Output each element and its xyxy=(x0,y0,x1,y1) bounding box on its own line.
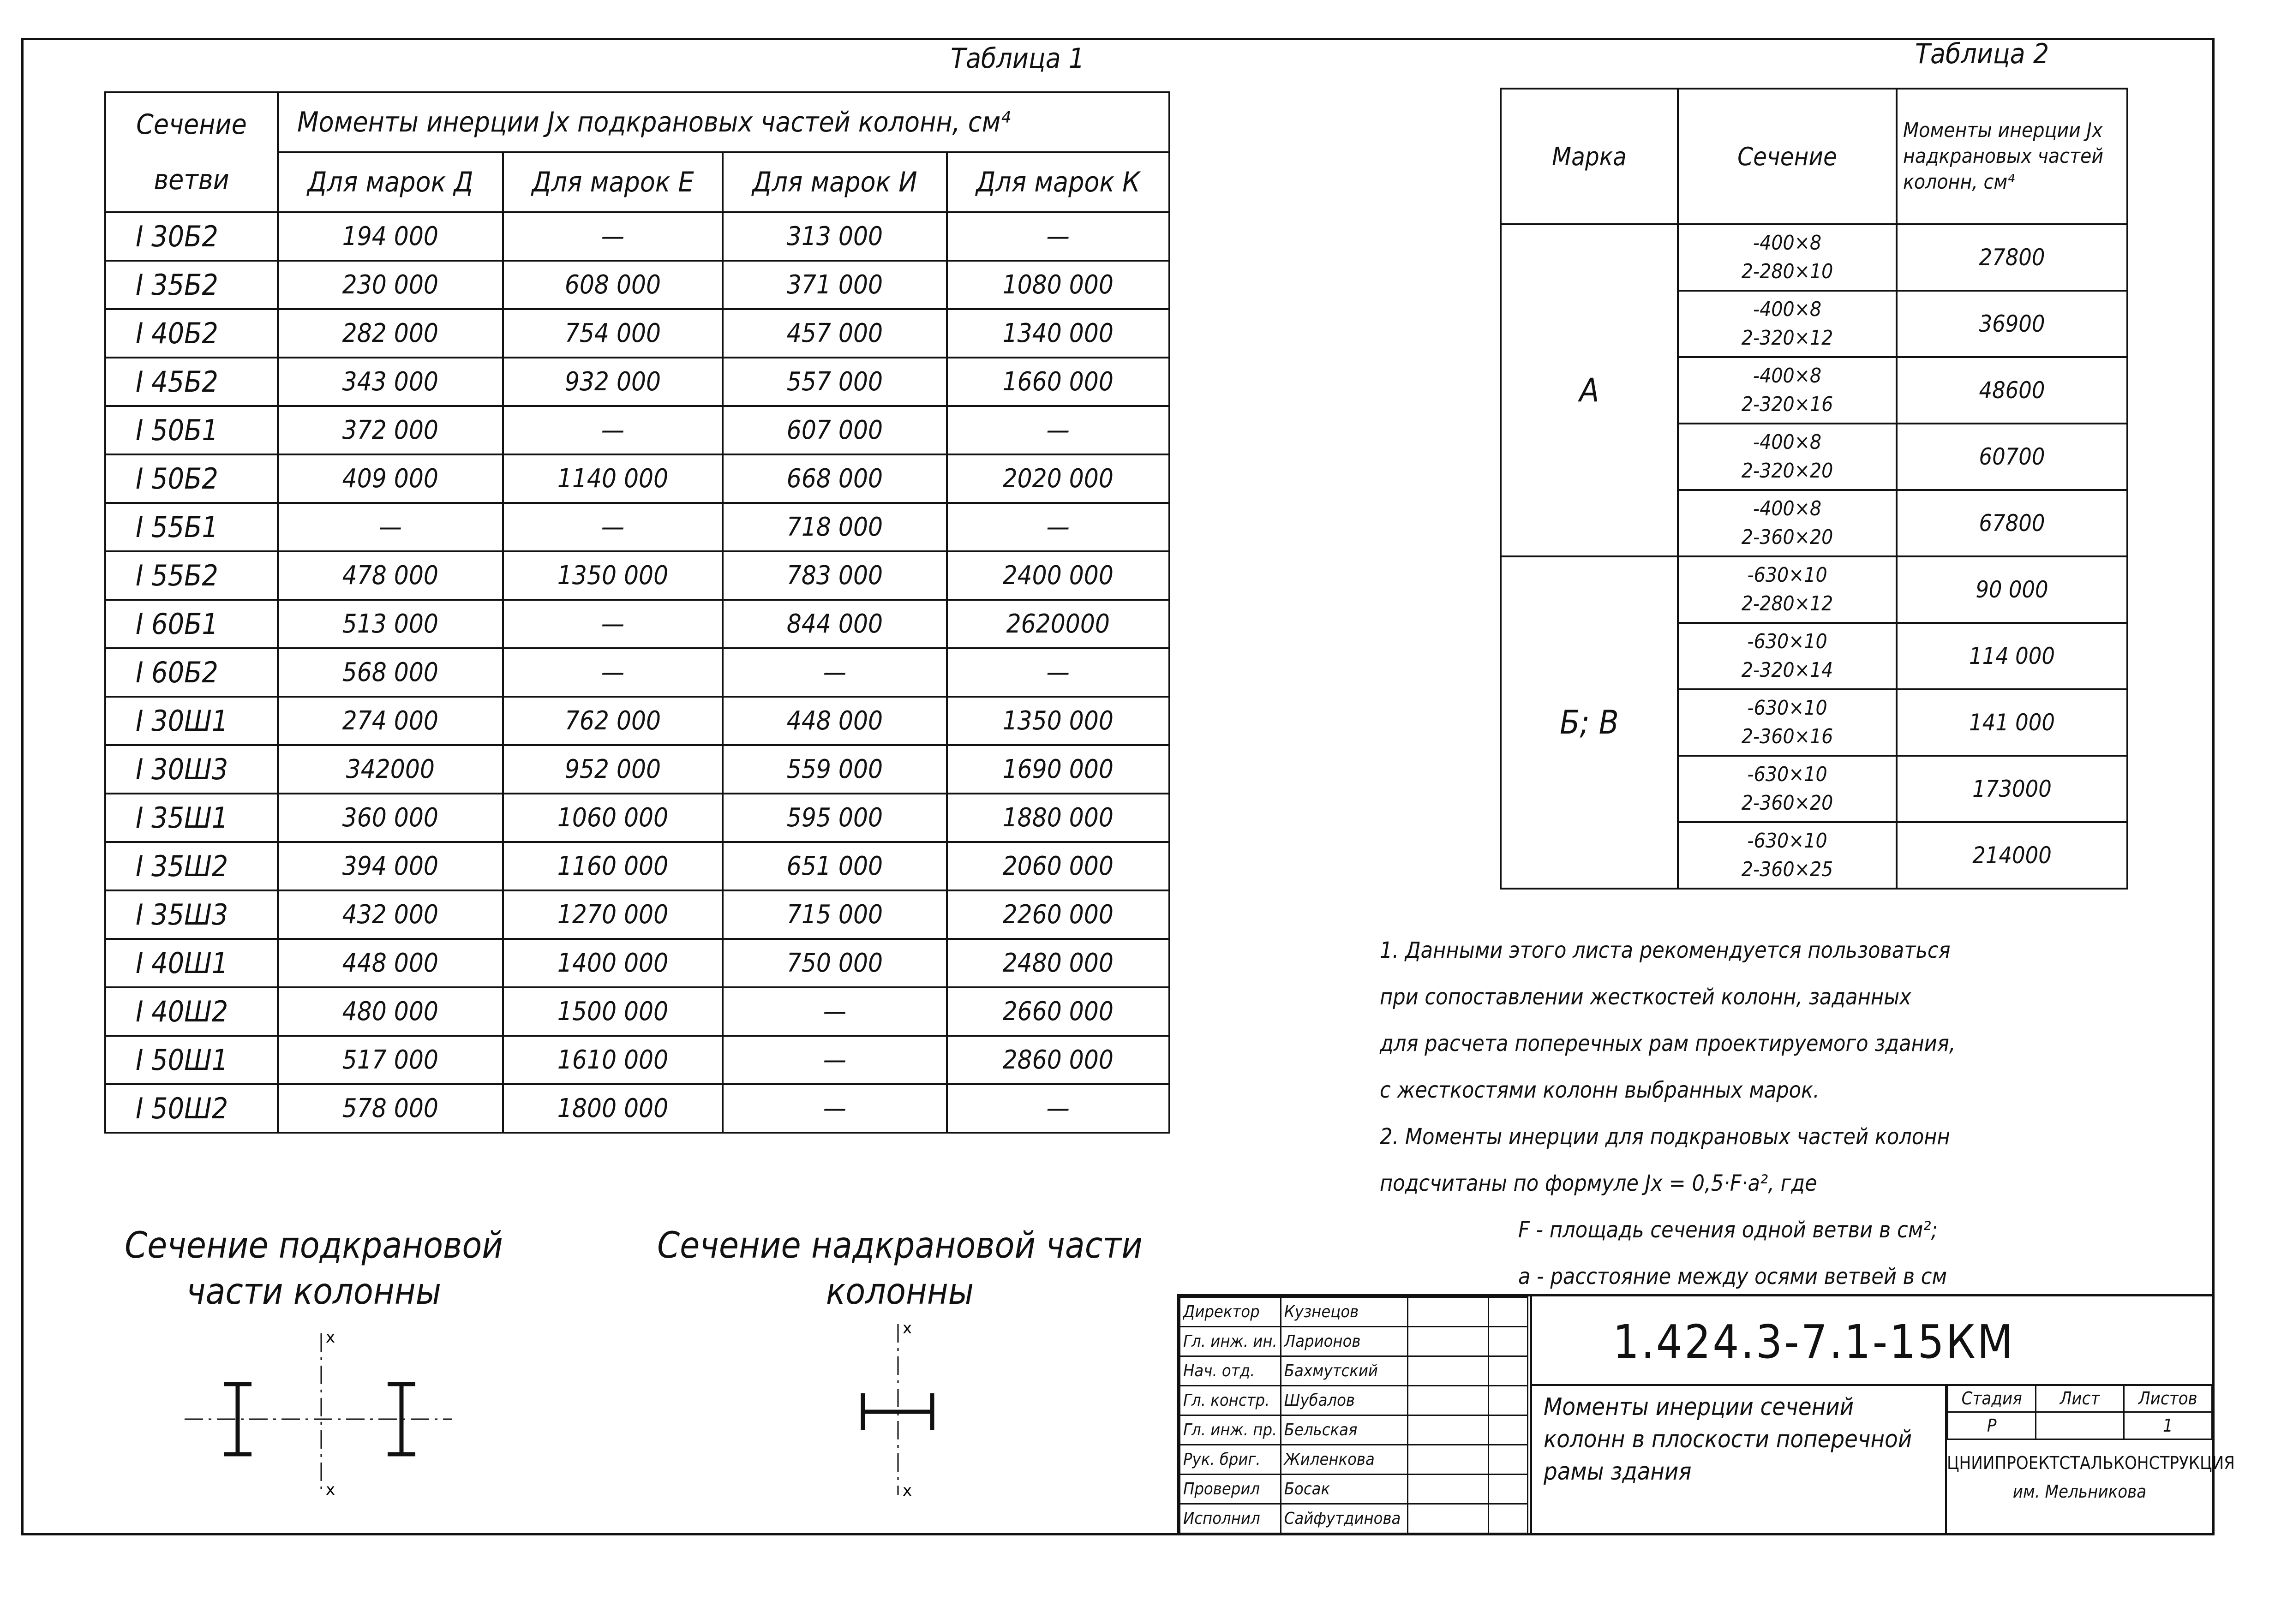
signature-row xyxy=(1180,1445,1528,1475)
table2-cell-value: 114 000 xyxy=(1897,623,2127,689)
table1-cell-section: I 40Б2 xyxy=(105,309,278,358)
table1-cell-value: 194 000 xyxy=(278,212,503,261)
table1-cell-value: — xyxy=(947,406,1170,454)
table1-row xyxy=(105,600,1169,648)
table2-cell-section: -400×8 2-360×20 xyxy=(1678,490,1897,556)
table1-cell-value: — xyxy=(503,648,723,697)
signature-mark xyxy=(1407,1356,1488,1386)
table1-cell-value: 1500 000 xyxy=(503,987,723,1036)
signature-name: Бахмутский xyxy=(1281,1356,1407,1386)
table1-cell-value: — xyxy=(503,406,723,454)
table1-cell-value: — xyxy=(947,648,1170,697)
table1-row xyxy=(105,309,1169,358)
table1-cell-value: — xyxy=(503,212,723,261)
table1-row xyxy=(105,745,1169,794)
table2-cell-section: -630×10 2-280×12 xyxy=(1678,556,1897,623)
table1-cell-value: 2400 000 xyxy=(947,551,1170,600)
table1-row xyxy=(105,939,1169,987)
table1-cell-value: 2020 000 xyxy=(947,454,1170,503)
table1-cell-value: 2620000 xyxy=(947,600,1170,648)
table2-cell-section: -400×8 2-320×20 xyxy=(1678,424,1897,490)
table2-cell-mark: А xyxy=(1501,224,1678,556)
table1-cell-section: I 60Б2 xyxy=(105,648,278,697)
table1-cell-value: 342000 xyxy=(278,745,503,794)
table1-cell-value: 2480 000 xyxy=(947,939,1170,987)
table1-cell-section: I 60Б1 xyxy=(105,600,278,648)
table1-cell-value: 1400 000 xyxy=(503,939,723,987)
table1-cell-section: I 50Б1 xyxy=(105,406,278,454)
signature-date xyxy=(1488,1327,1527,1356)
table1-cell-value: 480 000 xyxy=(278,987,503,1036)
signature-mark xyxy=(1407,1327,1488,1356)
note-line: 2. Моменты инерции для подкрановых частей колонн xyxy=(1380,1124,1950,1150)
table2 xyxy=(1500,88,2128,890)
signature-row xyxy=(1180,1356,1528,1386)
table2-body xyxy=(1501,224,2127,889)
table1-cell-value: 568 000 xyxy=(278,648,503,697)
table1-cell-section: I 30Б2 xyxy=(105,212,278,261)
signature-mark xyxy=(1407,1386,1488,1415)
table1-cell-value: 478 000 xyxy=(278,551,503,600)
signature-row xyxy=(1180,1386,1528,1415)
table1-cell-value: 230 000 xyxy=(278,261,503,309)
signature-name: Сайфутдинова xyxy=(1281,1504,1407,1534)
table1-cell-value: 1610 000 xyxy=(503,1036,723,1084)
table1-row xyxy=(105,1036,1169,1084)
table1-cell-section: I 50Ш2 xyxy=(105,1084,278,1133)
table2-cell-section: -630×10 2-360×16 xyxy=(1678,689,1897,756)
table1-cell-value: 1800 000 xyxy=(503,1084,723,1133)
table1-cell-section: I 35Ш2 xyxy=(105,842,278,890)
table1-cell-value: 1690 000 xyxy=(947,745,1170,794)
table1-row xyxy=(105,551,1169,600)
signature-role: Гл. констр. xyxy=(1180,1386,1281,1415)
note-line: F - площадь сечения одной ветви в см²; xyxy=(1518,1217,1938,1243)
table1-cell-section: I 35Б2 xyxy=(105,261,278,309)
table1-cell-value: — xyxy=(278,503,503,551)
table2-row xyxy=(1501,556,2127,623)
table1-col-d: Для марок Д xyxy=(278,152,503,212)
table1-row xyxy=(105,212,1169,261)
table2-cell-value: 60700 xyxy=(1897,424,2127,490)
table2-cell-value: 214000 xyxy=(1897,822,2127,889)
table1-cell-value: 1060 000 xyxy=(503,794,723,842)
signature-mark xyxy=(1407,1415,1488,1445)
signature-row xyxy=(1180,1504,1528,1534)
signature-table xyxy=(1179,1296,1528,1534)
table1-cell-value: 557 000 xyxy=(723,358,946,406)
table1-cell-value: — xyxy=(723,1084,946,1133)
signature-role: Директор xyxy=(1180,1297,1281,1327)
signature-date xyxy=(1488,1297,1527,1327)
sheets-header: Листов xyxy=(2124,1385,2212,1412)
table1-cell-value: 1140 000 xyxy=(503,454,723,503)
lower-section-title: Сечение подкрановой части колонны xyxy=(125,1225,503,1313)
table1-cell-value: 578 000 xyxy=(278,1084,503,1133)
note-line: a - расстояние между осями ветвей в см xyxy=(1518,1264,1947,1290)
table1-cell-section: I 30Ш1 xyxy=(105,697,278,745)
table1-col-i: Для марок И xyxy=(723,152,946,212)
signature-role: Исполнил xyxy=(1180,1504,1281,1534)
table2-cell-value: 90 000 xyxy=(1897,556,2127,623)
table1-cell-value: 372 000 xyxy=(278,406,503,454)
table1-cell-section: I 55Б2 xyxy=(105,551,278,600)
table1-cell-value: — xyxy=(723,648,946,697)
sheet-header: Лист xyxy=(2036,1385,2124,1412)
table1-cell-value: — xyxy=(947,1084,1170,1133)
svg-text:x: x xyxy=(326,1481,335,1499)
table1-cell-value: 313 000 xyxy=(723,212,946,261)
stage-header: Стадия xyxy=(1948,1385,2036,1412)
table2-cell-value: 27800 xyxy=(1897,224,2127,291)
table1-cell-section: I 40Ш1 xyxy=(105,939,278,987)
table1 xyxy=(104,91,1170,1134)
table2-cell-value: 48600 xyxy=(1897,357,2127,424)
table1-cell-value: — xyxy=(503,600,723,648)
signature-role: Рук. бриг. xyxy=(1180,1445,1281,1475)
table1-header-moments: Моменты инерции Jx подкрановых частей колонн, см⁴ xyxy=(278,92,1169,152)
table1-cell-value: — xyxy=(503,503,723,551)
upper-section-title: Сечение надкрановой части колонны xyxy=(657,1225,1143,1313)
table1-cell-value: 1350 000 xyxy=(503,551,723,600)
note-line: с жесткостями колонн выбранных марок. xyxy=(1380,1077,1820,1103)
table2-cell-section: -630×10 2-360×20 xyxy=(1678,756,1897,822)
table1-cell-value: 371 000 xyxy=(723,261,946,309)
table1-row xyxy=(105,261,1169,309)
table1-cell-value: 715 000 xyxy=(723,890,946,939)
table1-cell-value: 1340 000 xyxy=(947,309,1170,358)
table1-cell-value: 448 000 xyxy=(723,697,946,745)
table1-cell-value: 343 000 xyxy=(278,358,503,406)
table2-cell-section: -400×8 2-320×12 xyxy=(1678,291,1897,357)
table2-cell-value: 36900 xyxy=(1897,291,2127,357)
svg-text:x: x xyxy=(903,1481,912,1500)
table1-cell-value: 750 000 xyxy=(723,939,946,987)
organization: ЦНИИПРОЕКТСТАЛЬКОНСТРУКЦИЯ им. Мельникова xyxy=(1947,1453,2235,1502)
table1-cell-value: 952 000 xyxy=(503,745,723,794)
signature-date xyxy=(1488,1504,1527,1534)
table2-cell-section: -400×8 2-280×10 xyxy=(1678,224,1897,291)
table1-cell-value: 754 000 xyxy=(503,309,723,358)
table1-cell-value: 559 000 xyxy=(723,745,946,794)
table1-cell-value: 409 000 xyxy=(278,454,503,503)
note-line: 1. Данными этого листа рекомендуется пользоваться xyxy=(1380,937,1951,963)
signature-date xyxy=(1488,1386,1527,1415)
table1-cell-value: 608 000 xyxy=(503,261,723,309)
signature-date xyxy=(1488,1475,1527,1504)
table1-col-k: Для марок К xyxy=(947,152,1170,212)
signature-row xyxy=(1180,1415,1528,1445)
signature-name: Кузнецов xyxy=(1281,1297,1407,1327)
table1-row xyxy=(105,890,1169,939)
signature-name: Шубалов xyxy=(1281,1386,1407,1415)
table2-row xyxy=(1501,224,2127,291)
signature-role: Гл. инж. ин. xyxy=(1180,1327,1281,1356)
table1-cell-value: 394 000 xyxy=(278,842,503,890)
title-block xyxy=(1177,1294,2235,1533)
table1-cell-section: I 50Ш1 xyxy=(105,1036,278,1084)
table1-row xyxy=(105,987,1169,1036)
signature-role: Гл. инж. пр. xyxy=(1180,1415,1281,1445)
table1-cell-section: I 50Б2 xyxy=(105,454,278,503)
table2-cell-value: 67800 xyxy=(1897,490,2127,556)
svg-text:x: x xyxy=(326,1329,335,1347)
table2-header-moments: Моменты инерции Jx надкрановых частей колонн, см⁴ xyxy=(1897,89,2127,224)
table1-row xyxy=(105,503,1169,551)
table1-cell-value: 932 000 xyxy=(503,358,723,406)
table1-cell-value: 432 000 xyxy=(278,890,503,939)
table1-cell-value: 651 000 xyxy=(723,842,946,890)
table2-header-mark: Марка xyxy=(1501,89,1678,224)
table1-cell-value: 274 000 xyxy=(278,697,503,745)
table1-body xyxy=(105,212,1169,1133)
signature-role: Нач. отд. xyxy=(1180,1356,1281,1386)
signature-date xyxy=(1488,1445,1527,1475)
table2-caption: Таблица 2 xyxy=(1915,38,2049,70)
table1-cell-value: 2060 000 xyxy=(947,842,1170,890)
table1-col-e: Для марок Е xyxy=(503,152,723,212)
table1-cell-section: I 30Ш3 xyxy=(105,745,278,794)
table1-cell-value: 360 000 xyxy=(278,794,503,842)
signature-date xyxy=(1488,1415,1527,1445)
table2-cell-value: 173000 xyxy=(1897,756,2127,822)
document-title: Моменты инерции сечений колонн в плоскости поперечной рамы здания xyxy=(1544,1393,1912,1486)
note-line: для расчета поперечных рам проектируемого здания, xyxy=(1380,1031,1956,1057)
signature-date xyxy=(1488,1356,1527,1386)
table1-cell-value: 607 000 xyxy=(723,406,946,454)
signature-mark xyxy=(1407,1297,1488,1327)
table2-cell-mark: Б; В xyxy=(1501,556,1678,889)
signature-mark xyxy=(1407,1445,1488,1475)
note-line: подсчитаны по формуле Jx = 0,5·F·a², где xyxy=(1380,1170,1817,1196)
stage-table xyxy=(1947,1384,2213,1440)
table2-cell-value: 141 000 xyxy=(1897,689,2127,756)
table1-cell-section: I 40Ш2 xyxy=(105,987,278,1036)
table1-cell-value: — xyxy=(723,987,946,1036)
signature-row xyxy=(1180,1475,1528,1504)
table1-cell-value: 595 000 xyxy=(723,794,946,842)
table1-cell-section: I 45Б2 xyxy=(105,358,278,406)
signature-row xyxy=(1180,1327,1528,1356)
signature-role: Проверил xyxy=(1180,1475,1281,1504)
table2-cell-section: -630×10 2-320×14 xyxy=(1678,623,1897,689)
stage-value: Р xyxy=(1948,1412,2036,1439)
sheets-value: 1 xyxy=(2124,1412,2212,1439)
table1-cell-section: I 55Б1 xyxy=(105,503,278,551)
table1-row xyxy=(105,648,1169,697)
table1-cell-value: 1270 000 xyxy=(503,890,723,939)
table1-cell-value: 1660 000 xyxy=(947,358,1170,406)
table1-row xyxy=(105,794,1169,842)
table1-row xyxy=(105,358,1169,406)
signature-mark xyxy=(1407,1504,1488,1534)
table1-cell-value: 668 000 xyxy=(723,454,946,503)
table1-cell-value: 2260 000 xyxy=(947,890,1170,939)
table1-row xyxy=(105,406,1169,454)
table1-row xyxy=(105,454,1169,503)
signature-row xyxy=(1180,1297,1528,1327)
notes xyxy=(1380,927,2210,1300)
table1-row xyxy=(105,697,1169,745)
svg-text:x: x xyxy=(903,1320,912,1337)
table1-cell-value: 844 000 xyxy=(723,600,946,648)
table1-cell-value: 1350 000 xyxy=(947,697,1170,745)
lower-section-sketch xyxy=(175,1329,461,1504)
table1-cell-value: 1160 000 xyxy=(503,842,723,890)
table1-cell-value: 282 000 xyxy=(278,309,503,358)
signature-name: Ларионов xyxy=(1281,1327,1407,1356)
table1-cell-value: 762 000 xyxy=(503,697,723,745)
table2-cell-section: -400×8 2-320×16 xyxy=(1678,357,1897,424)
table1-header-section: Сечение ветви xyxy=(105,92,278,212)
table1-cell-value: — xyxy=(947,503,1170,551)
table1-cell-value: 718 000 xyxy=(723,503,946,551)
signature-name: Босак xyxy=(1281,1475,1407,1504)
table1-cell-section: I 35Ш3 xyxy=(105,890,278,939)
document-code: 1.424.3-7.1-15КМ xyxy=(1613,1315,2015,1369)
signature-name: Жиленкова xyxy=(1281,1445,1407,1475)
signature-mark xyxy=(1407,1475,1488,1504)
table1-cell-value: 2660 000 xyxy=(947,987,1170,1036)
signature-name: Бельская xyxy=(1281,1415,1407,1445)
table1-cell-value: 513 000 xyxy=(278,600,503,648)
sheet-value xyxy=(2036,1412,2124,1439)
table1-cell-value: 457 000 xyxy=(723,309,946,358)
table1-cell-value: 2860 000 xyxy=(947,1036,1170,1084)
table1-cell-value: 1880 000 xyxy=(947,794,1170,842)
table2-cell-section: -630×10 2-360×25 xyxy=(1678,822,1897,889)
table1-row xyxy=(105,842,1169,890)
note-line: при сопоставлении жесткостей колонн, заданных xyxy=(1380,984,1911,1010)
table1-caption: Таблица 1 xyxy=(951,42,1085,75)
table1-cell-value: 783 000 xyxy=(723,551,946,600)
table1-cell-section: I 35Ш1 xyxy=(105,794,278,842)
table1-cell-value: 1080 000 xyxy=(947,261,1170,309)
upper-section-sketch xyxy=(840,1320,978,1504)
table1-row xyxy=(105,1084,1169,1133)
table2-header-section: Сечение xyxy=(1678,89,1897,224)
table1-cell-value: 448 000 xyxy=(278,939,503,987)
table1-cell-value: 517 000 xyxy=(278,1036,503,1084)
table1-cell-value: — xyxy=(947,212,1170,261)
table1-cell-value: — xyxy=(723,1036,946,1084)
